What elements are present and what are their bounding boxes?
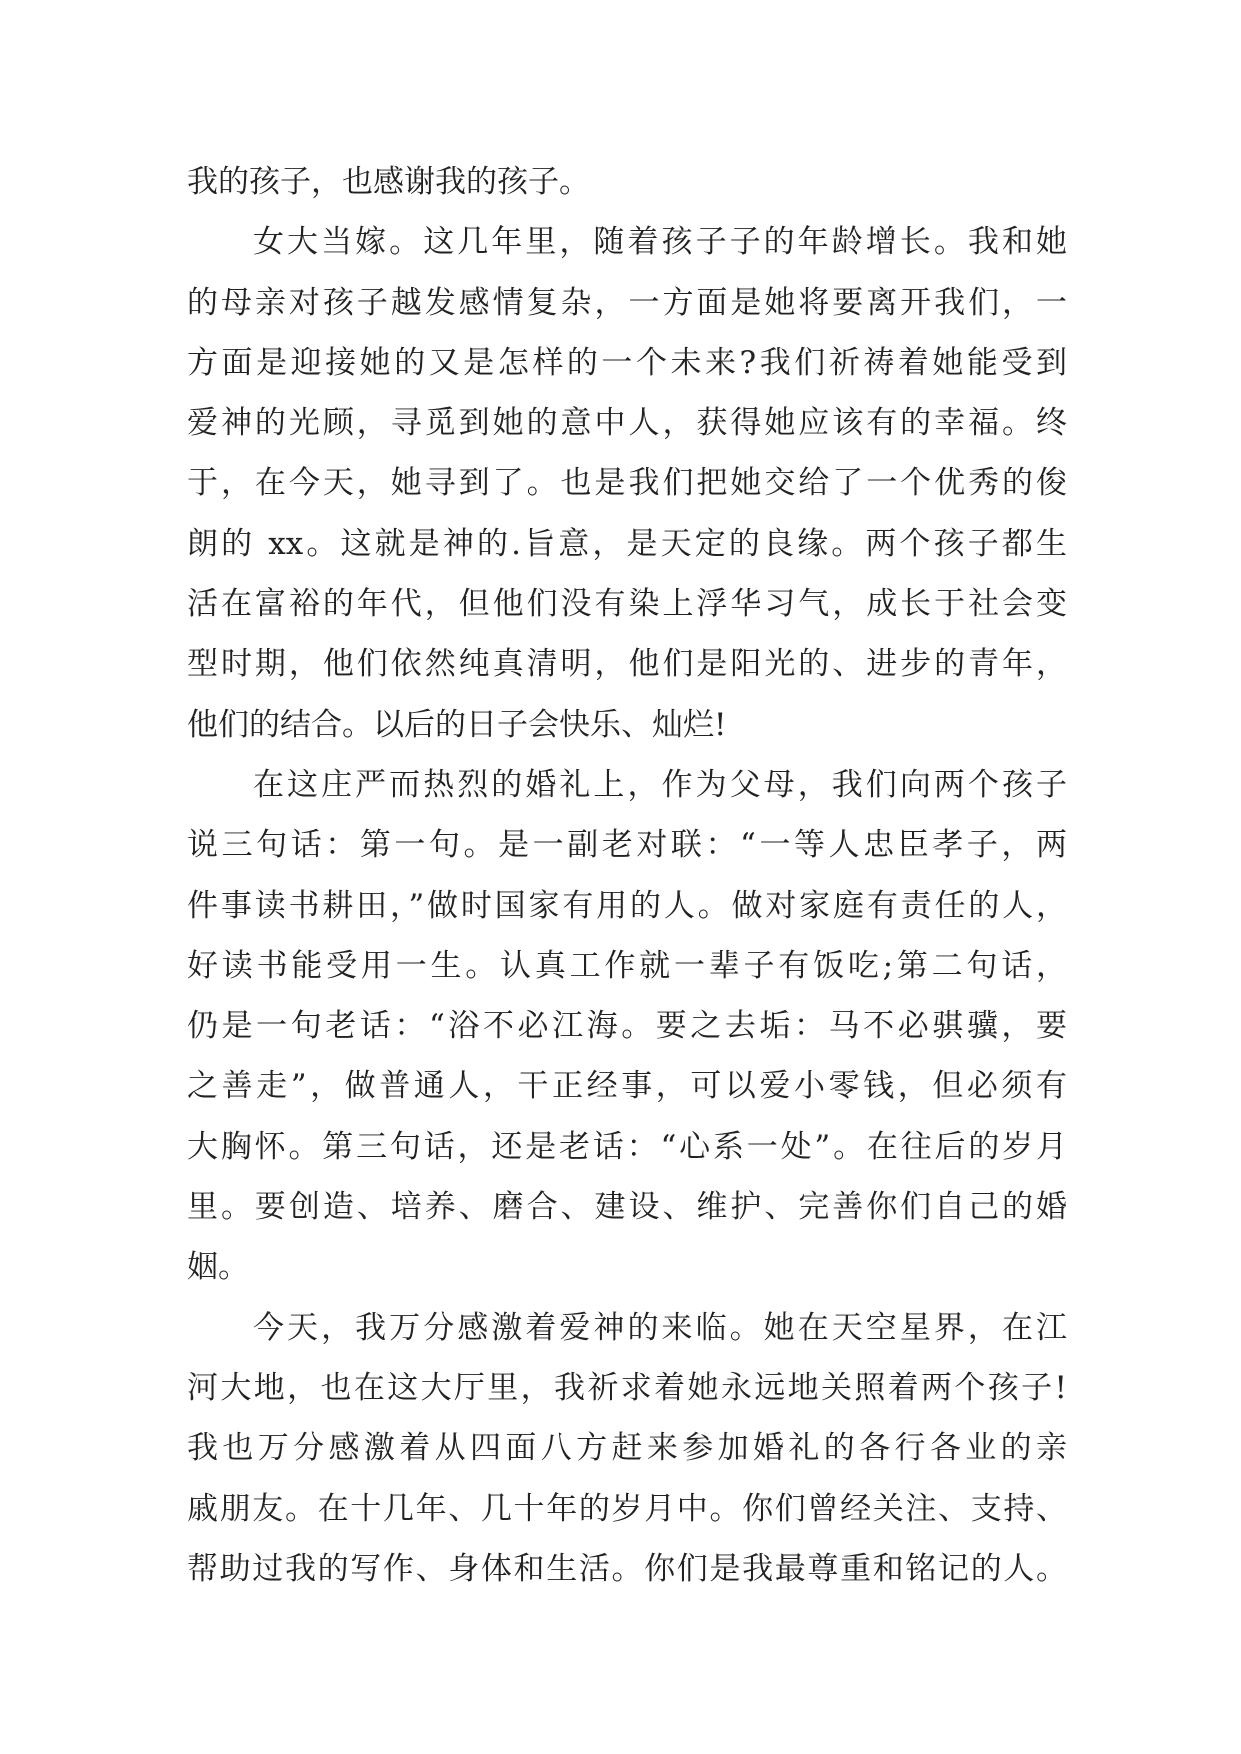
text-line: 姻。 (187, 1249, 249, 1286)
text-line: 帮助过我的写作、身体和生活。你们是我最尊重和铭记的人。 (187, 1550, 1067, 1587)
text-line: 于，在今天，她寻到了。也是我们把她交给了一个优秀的俊 (187, 465, 1067, 502)
text-line: 他们的结合。以后的日子会快乐、灿烂! (187, 706, 727, 743)
text-line: 活在富裕的年代，但他们没有染上浮华习气，成长于社会变 (187, 586, 1067, 623)
text-line: 我也万分感激着从四面八方赶来参加婚礼的各行各业的亲 (187, 1430, 1067, 1467)
paragraph-first-line: 女大当嫁。这几年里，随着孩子子的年龄增长。我和她 (253, 224, 1067, 261)
text-line: 戚朋友。在十几年、几十年的岁月中。你们曾经关注、支持、 (187, 1490, 1067, 1527)
paragraph-first-line: 在这庄严而热烈的婚礼上，作为父母，我们向两个孩子 (253, 766, 1067, 803)
text-line: 朗的 xx。这就是神的.旨意，是天定的良缘。两个孩子都生 (187, 525, 1067, 562)
text-line: 方面是迎接她的又是怎样的一个未来?我们祈祷着她能受到 (187, 344, 1067, 381)
text-line: 的母亲对孩子越发感情复杂，一方面是她将要离开我们，一 (187, 284, 1067, 321)
document-body (187, 152, 1067, 1599)
text-line: 之善走”，做普通人，干正经事，可以爱小零钱，但必须有 (187, 1068, 1067, 1105)
text-line: 仍是一句老话：“浴不必江海。要之去垢：马不必骐骥，要 (187, 1008, 1067, 1045)
text-line: 我的孩子，也感谢我的孩子。 (187, 164, 590, 200)
text-line: 爱神的光顾，寻觅到她的意中人，获得她应该有的幸福。终 (187, 405, 1067, 442)
paragraph-first-line: 今天，我万分感激着爱神的来临。她在天空星界，在江 (253, 1309, 1067, 1346)
text-line: 河大地，也在这大厅里，我祈求着她永远地关照着两个孩子! (187, 1369, 1067, 1406)
text-line: 大胸怀。第三句话，还是老话：“心系一处”。在往后的岁月 (187, 1128, 1067, 1165)
text-line: 好读书能受用一生。认真工作就一辈子有饭吃;第二句话， (187, 947, 1067, 984)
text-line: 里。要创造、培养、磨合、建设、维护、完善你们自己的婚 (187, 1189, 1067, 1226)
text-line: 件事读书耕田，”做时国家有用的人。做对家庭有责任的人， (187, 887, 1067, 924)
text-line: 型时期，他们依然纯真清明，他们是阳光的、进步的青年， (187, 646, 1067, 683)
text-line: 说三句话：第一句。是一副老对联：“一等人忠臣孝子，两 (187, 827, 1067, 864)
